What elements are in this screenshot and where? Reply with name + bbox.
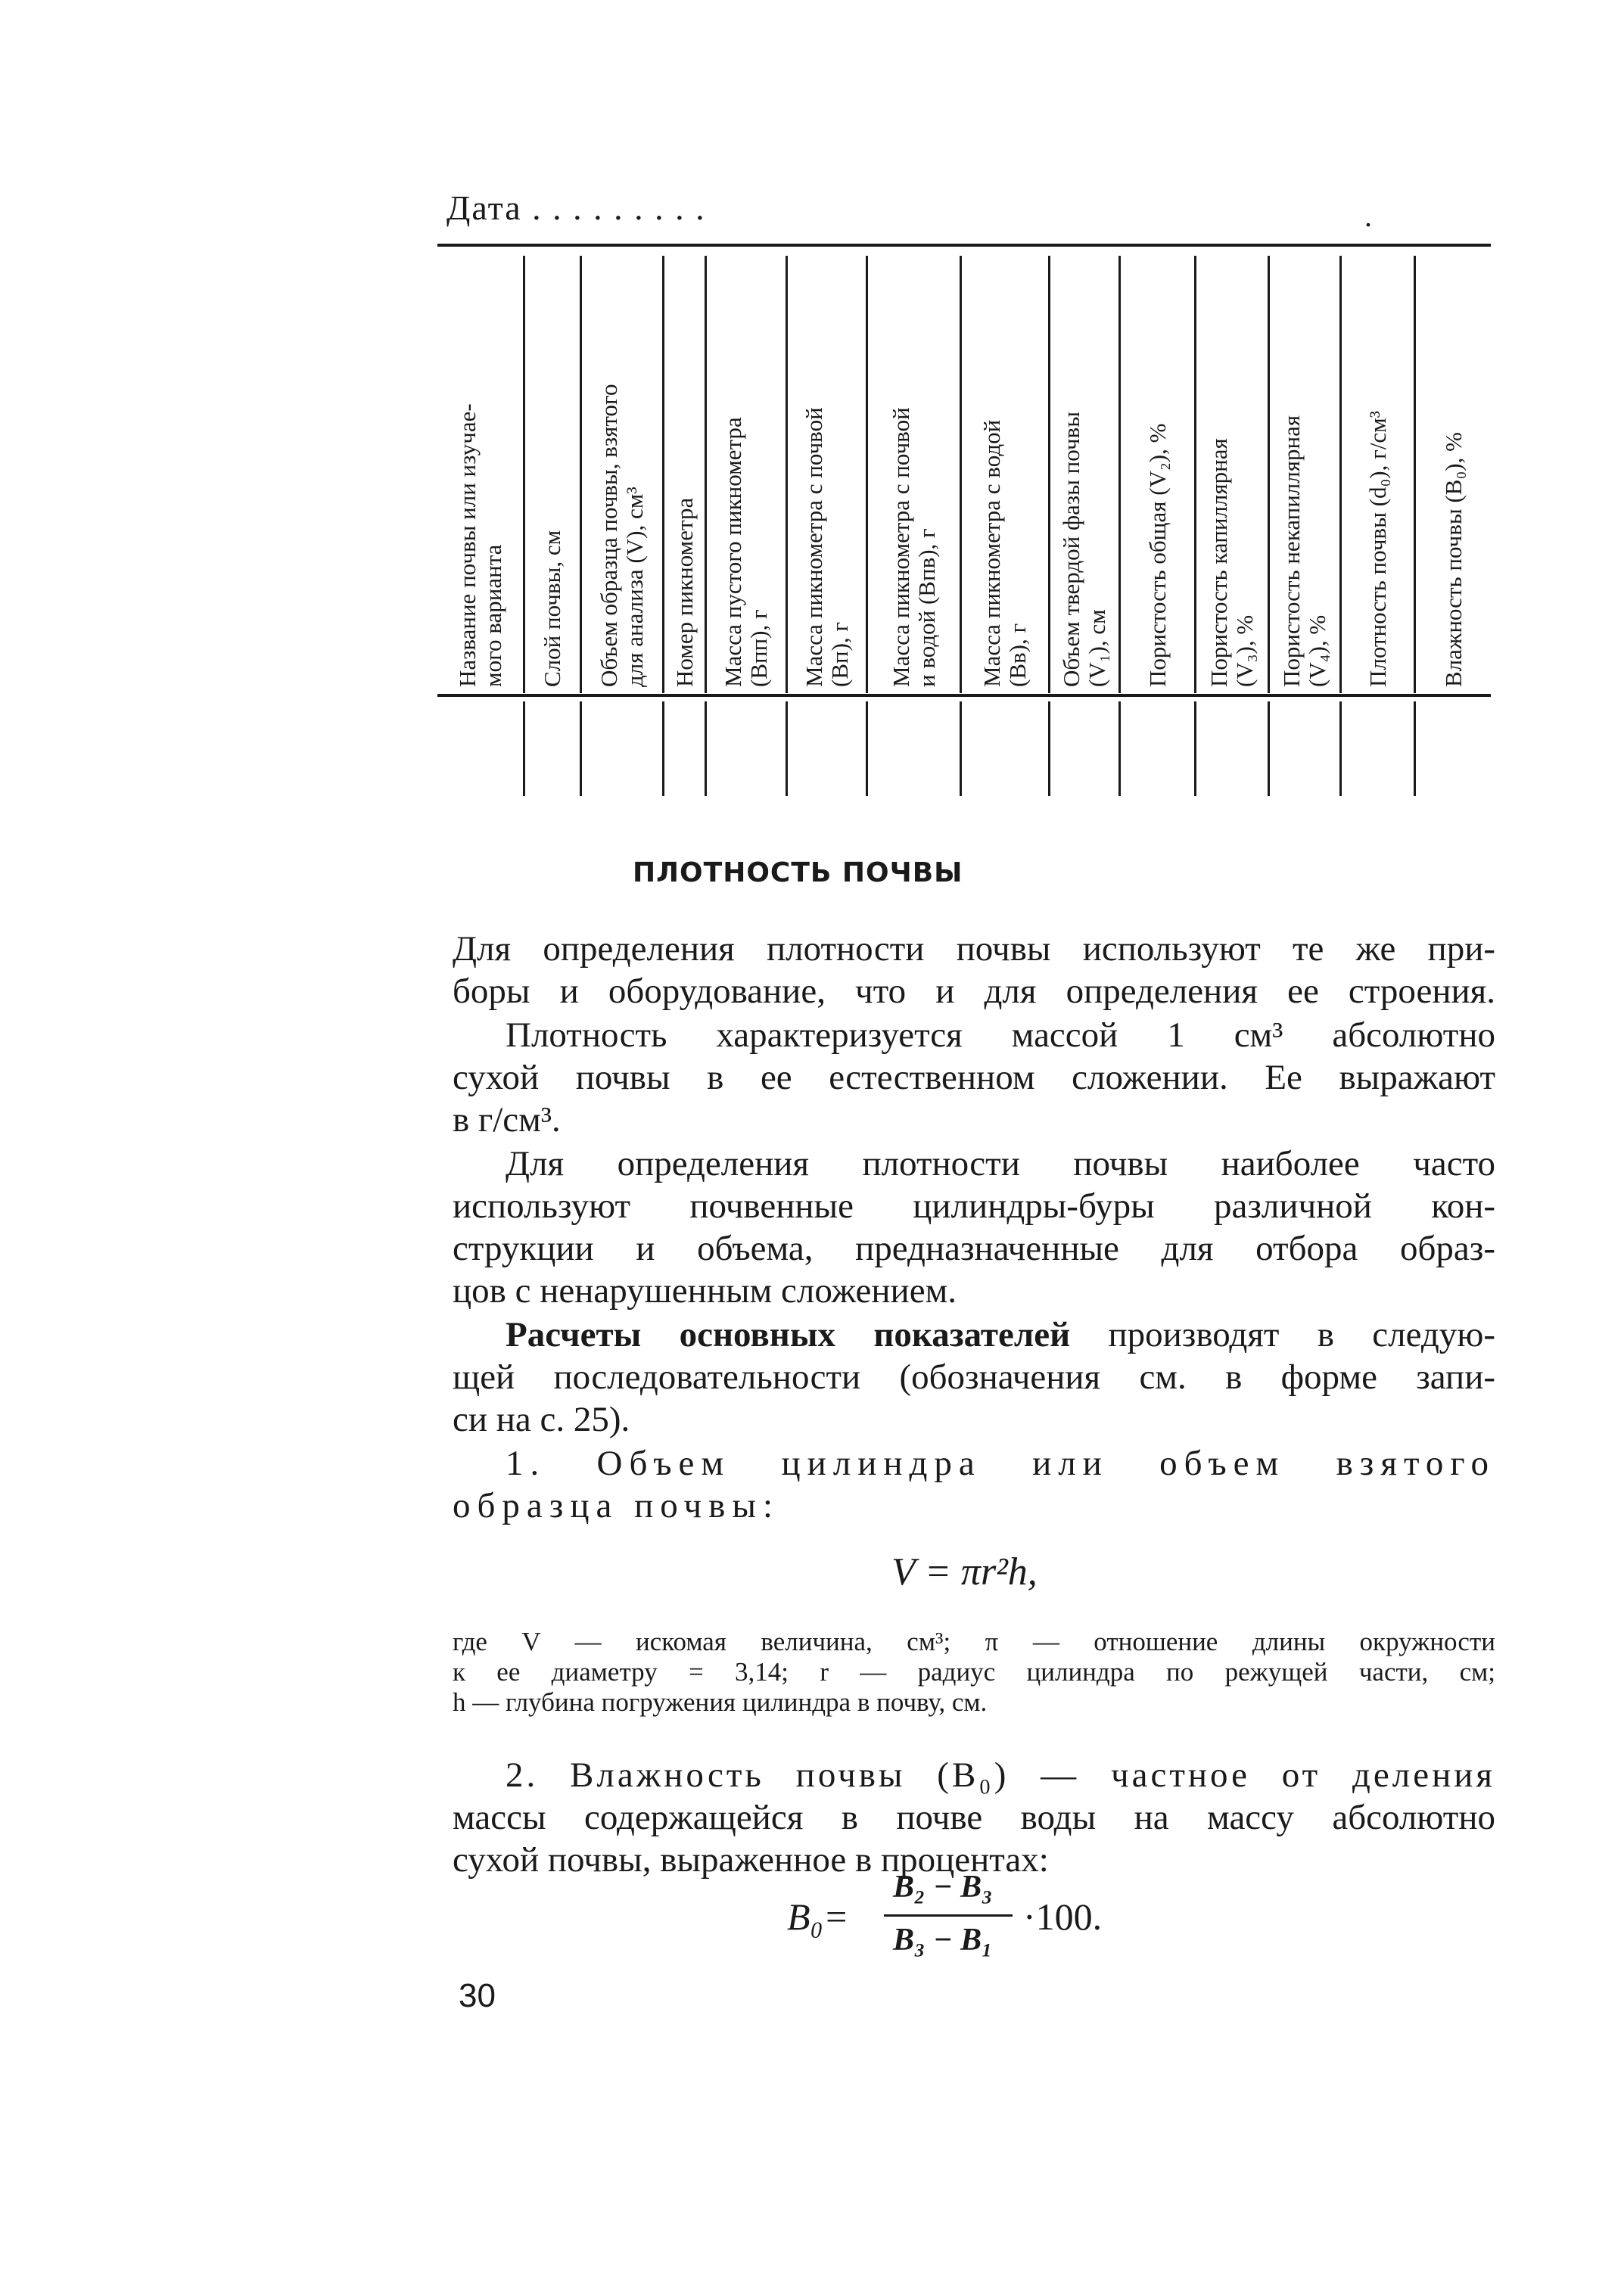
date-trailing-dot: . bbox=[1364, 199, 1372, 233]
date-label: Дата . . . . . . . . . bbox=[446, 188, 706, 227]
fraction-bar bbox=[884, 1914, 1013, 1917]
column-divider bbox=[786, 701, 788, 796]
column-divider bbox=[1414, 701, 1416, 796]
header-pycnometer-soil-mass: Масса пикнометра с почвой (Bп), г bbox=[800, 407, 853, 687]
formula-numerator: B₂ − B₃ bbox=[893, 1870, 993, 1905]
column-divider bbox=[1268, 701, 1270, 796]
header-cell bbox=[582, 256, 662, 687]
text-span: производят в следую- bbox=[1070, 1315, 1495, 1354]
column-divider bbox=[705, 701, 707, 796]
column-divider bbox=[1118, 701, 1121, 796]
table-header-rule bbox=[437, 694, 1491, 697]
header-soil-name: Название почвы или изучае- мого варианта bbox=[453, 403, 506, 687]
header-solid-phase-volume: Объем твердой фазы почвы (V₁), см bbox=[1058, 411, 1110, 687]
column-divider bbox=[580, 701, 582, 796]
header-soil-density: Плотность почвы (d₀), г/см³ bbox=[1364, 410, 1391, 687]
header-cell bbox=[1342, 256, 1414, 687]
header-capillary-porosity: Пористость капиллярная (V₃), % bbox=[1206, 438, 1258, 687]
text-line: си на с. 25). bbox=[453, 1400, 630, 1439]
text-line: щей последовательности (обозначения см. в форме запи- bbox=[453, 1357, 1495, 1397]
header-cell bbox=[1270, 256, 1339, 687]
header-cell bbox=[788, 256, 866, 687]
header-cell bbox=[525, 256, 580, 687]
text-line: массы содержащейся в почве воды на массу абсолютно bbox=[453, 1798, 1495, 1837]
formula-rhs: ·100. bbox=[1023, 1895, 1103, 1938]
column-divider bbox=[1048, 701, 1050, 796]
column-divider bbox=[866, 701, 868, 796]
header-pycnometer-water-mass: Масса пикнометра с водой (Bв), г bbox=[978, 419, 1031, 687]
note-line: к ее диаметру = 3,14; r — радиус цилиндра по режущей части, см; bbox=[453, 1657, 1495, 1687]
formula-volume: V = πr²h, bbox=[891, 1550, 1038, 1594]
header-cell bbox=[1416, 256, 1491, 687]
header-soil-moisture: Влажность почвы (B₀), % bbox=[1439, 432, 1467, 687]
table-top-rule bbox=[437, 244, 1491, 247]
header-empty-pycnometer-mass: Масса пустого пикнометра (Bпп), г bbox=[720, 417, 772, 687]
text-line: струкции и объема, предназначенные для отбора образ- bbox=[453, 1229, 1495, 1268]
header-pycnometer-soil-water-mass: Масса пикнометра с почвой и водой (Bпв), г bbox=[887, 407, 940, 687]
text-line: цов с ненарушенным сложением. bbox=[453, 1271, 957, 1311]
text-line: образца почвы: bbox=[453, 1486, 780, 1525]
header-total-porosity: Пористость общая (V₂), % bbox=[1143, 423, 1171, 687]
header-cell bbox=[1196, 256, 1268, 687]
header-cell bbox=[1050, 256, 1118, 687]
column-divider bbox=[1194, 701, 1196, 796]
header-cell bbox=[962, 256, 1048, 687]
text-line: 2. Влажность почвы (B₀) — частное от деления bbox=[506, 1755, 1495, 1795]
text-line: сухой почвы, выраженное в процентах: bbox=[453, 1840, 1049, 1880]
text-line: используют почвенные цилиндры-буры различной кон- bbox=[453, 1186, 1495, 1226]
formula-denominator: B₃ − B₁ bbox=[893, 1923, 993, 1957]
text-line: 1. Объем цилиндра или объем взятого bbox=[506, 1444, 1495, 1483]
text-line: сухой почвы в ее естественном сложении. Ее выражают bbox=[453, 1058, 1495, 1097]
header-sample-volume: Объем образца почвы, взятого для анализа (V), см³ bbox=[596, 384, 648, 687]
column-divider bbox=[1339, 701, 1342, 796]
header-pycnometer-number: Номер пикнометра bbox=[670, 497, 698, 687]
header-cell bbox=[707, 256, 786, 687]
text-line: Для определения плотности почвы используют те же при- bbox=[453, 929, 1495, 969]
section-title: ПЛОТНОСТЬ ПОЧВЫ bbox=[633, 857, 963, 888]
text-line: боры и оборудование, что и для определения ее строения. bbox=[453, 972, 1495, 1011]
column-divider bbox=[662, 701, 664, 796]
formula-moisture bbox=[787, 1869, 1143, 1967]
header-noncapillary-porosity: Пористость некапиллярная (V₄), % bbox=[1278, 415, 1330, 687]
formula-lhs: B₀= bbox=[787, 1895, 849, 1938]
text-line bbox=[453, 1314, 1495, 1356]
note-line: h — глубина погружения цилиндра в почву, см. bbox=[453, 1687, 988, 1717]
header-cell bbox=[868, 256, 960, 687]
header-soil-layer: Слой почвы, см bbox=[539, 530, 565, 687]
header-cell bbox=[1121, 256, 1194, 687]
column-divider bbox=[960, 701, 962, 796]
note-line: где V — искомая величина, см³; π — отношение длины окружности bbox=[453, 1627, 1495, 1656]
record-form-table bbox=[437, 244, 1491, 800]
text-line: Плотность характеризуется массой 1 см³ абсолютно bbox=[506, 1015, 1495, 1055]
text-line: Для определения плотности почвы наиболее часто bbox=[506, 1144, 1495, 1183]
header-cell bbox=[437, 256, 523, 687]
header-cell bbox=[664, 256, 705, 687]
bold-lead-in: Расчеты основных показателей bbox=[506, 1315, 1071, 1354]
column-divider bbox=[523, 701, 525, 796]
text-line: в г/см³. bbox=[453, 1100, 561, 1140]
page-number: 30 bbox=[459, 1977, 496, 2014]
